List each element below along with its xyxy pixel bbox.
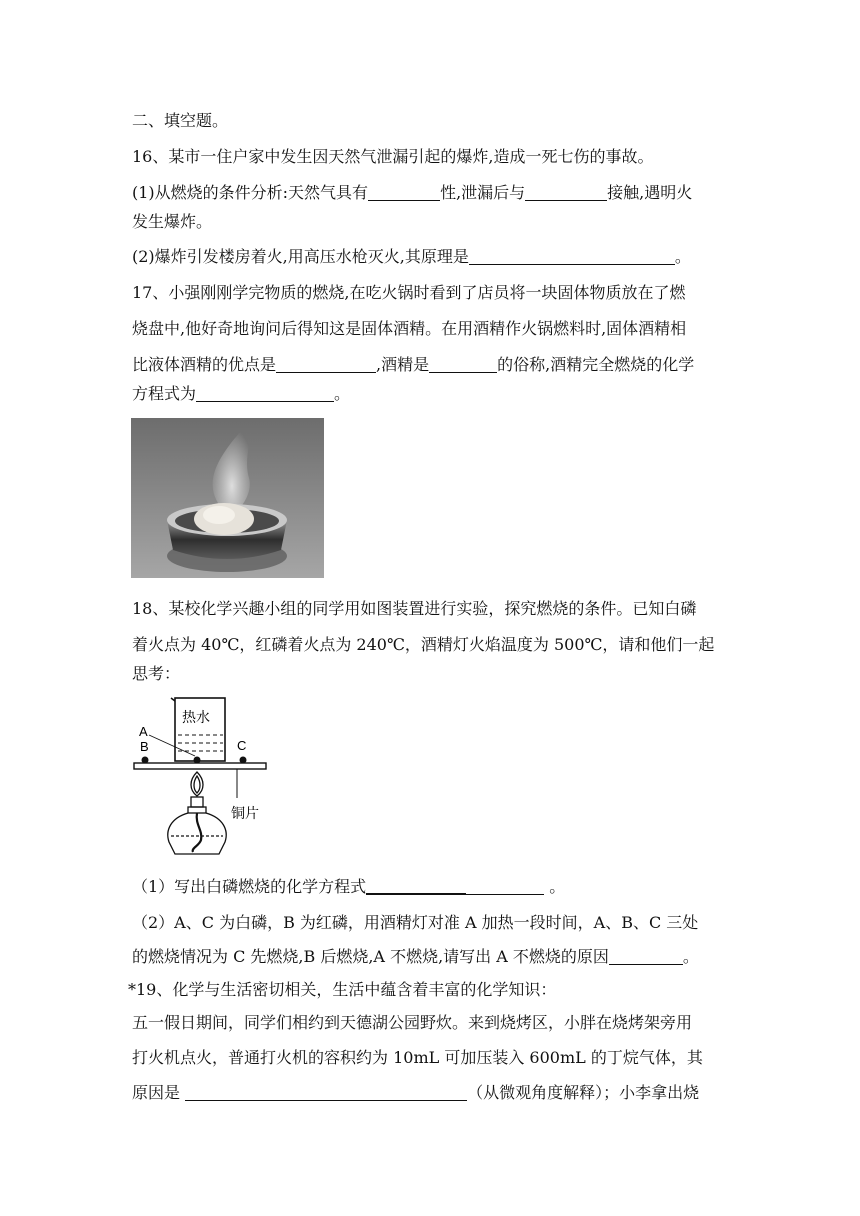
q18-line1: 18、某校化学兴趣小组的同学用如图装置进行实验，探究燃烧的条件。已知白磷 — [132, 599, 697, 618]
q19-line4 — [132, 1083, 699, 1103]
q16-part2 — [132, 247, 691, 267]
label-b: B — [140, 739, 149, 754]
q17-blank-1[interactable] — [276, 356, 376, 373]
combustion-apparatus-diagram — [131, 690, 271, 865]
q18-blank-1[interactable] — [366, 877, 466, 895]
q17-line2: 烧盘中,他好奇地询问后得知这是固体酒精。在用酒精作火锅燃料时,固体酒精相 — [132, 319, 687, 338]
q18-s2-text-b: 。 — [682, 947, 699, 966]
q17-line4 — [132, 384, 350, 404]
q17-line1: 17、小强刚刚学完物质的燃烧,在吃火锅时看到了店员将一块固体物质放在了燃 — [132, 283, 686, 302]
label-a: A — [139, 724, 148, 739]
q18-line2: 着火点为 40℃，红磷着火点为 240℃，酒精灯火焰温度为 500℃，请和他们一起 — [132, 635, 715, 654]
q19-line3: 打火机点火，普通打火机的容积约为 10mL 可加压装入 600mL 的丁烷气体，其 — [132, 1048, 703, 1067]
q17-l4-text-a: 方程式为 — [132, 384, 197, 403]
label-hot-water: 热水 — [182, 709, 210, 725]
beaker — [175, 698, 225, 761]
q17-l4-text-b: 。 — [334, 384, 351, 403]
solid-alcohol-photo — [131, 418, 324, 578]
label-c: C — [237, 738, 247, 753]
q16-p1-text-a: (1)从燃烧的条件分析:天然气具有 — [132, 183, 369, 202]
q16-p1-text-b: 性,泄漏后与 — [440, 183, 526, 202]
q16-blank-3[interactable] — [469, 248, 675, 265]
q17-l3-text-a: 比液体酒精的优点是 — [132, 355, 277, 374]
q16-p1-text-c: 接触,遇明火 — [607, 183, 693, 202]
q16-p2-text-b: 。 — [674, 247, 691, 266]
copper-plate — [134, 763, 266, 769]
q17-blank-2[interactable] — [429, 356, 497, 373]
q18-line3: 思考： — [132, 664, 181, 683]
q18-blank-1b[interactable] — [466, 878, 544, 895]
q16-blank-2[interactable] — [525, 184, 607, 201]
q19-line2: 五一假日期间，同学们相约到天德湖公园野炊。来到烧烤区，小胖在烧烤架旁用 — [132, 1013, 693, 1032]
q19-blank-1[interactable] — [185, 1084, 467, 1101]
section-title: 二、填空题。 — [132, 111, 229, 130]
q16-p2-text-a: (2)爆炸引发楼房着火,用高压水枪灭火,其原理是 — [132, 247, 469, 266]
q19-line1: *19、化学与生活密切相关，生活中蕴含着丰富的化学知识： — [128, 980, 557, 999]
q16-blank-1[interactable] — [368, 184, 440, 201]
point-a-marker — [194, 757, 201, 764]
q16-part1-line2: 发生爆炸。 — [132, 212, 213, 231]
water-surface — [178, 735, 223, 751]
q18-blank-2[interactable] — [609, 948, 683, 965]
q18-sub1 — [132, 877, 565, 897]
q18-sub2-line2 — [132, 947, 699, 967]
q17-blank-3[interactable] — [196, 385, 334, 402]
q19-l4-text-b: （从微观角度解释）；小李拿出烧 — [467, 1083, 700, 1102]
q18-s1-text-a: （1）写出白磷燃烧的化学方程式 — [132, 877, 367, 896]
q18-sub2-line1: （2）A、C 为白磷，B 为红磷，用酒精灯对准 A 加热一段时间，A、B、C 三处 — [132, 913, 699, 932]
q17-line3 — [132, 355, 694, 375]
point-c-marker — [240, 757, 247, 764]
q18-s2-text-a: 的燃烧情况为 C 先燃烧,B 后燃烧,A 不燃烧,请写出 A 不燃烧的原因 — [132, 947, 609, 966]
q17-l3-text-b: ,酒精是 — [376, 355, 430, 374]
q16-part1-line1 — [132, 183, 692, 203]
q18-s1-text-b: 。 — [544, 877, 566, 896]
alcohol-lamp — [168, 772, 226, 854]
point-b-marker — [142, 757, 149, 764]
q17-l3-text-c: 的俗称,酒精完全燃烧的化学 — [497, 355, 695, 374]
label-copper: 铜片 — [231, 805, 259, 821]
q19-l4-text-a: 原因是 — [132, 1083, 186, 1102]
q16-stem: 16、某市一住户家中发生因天然气泄漏引起的爆炸,造成一死七伤的事故。 — [132, 147, 654, 166]
